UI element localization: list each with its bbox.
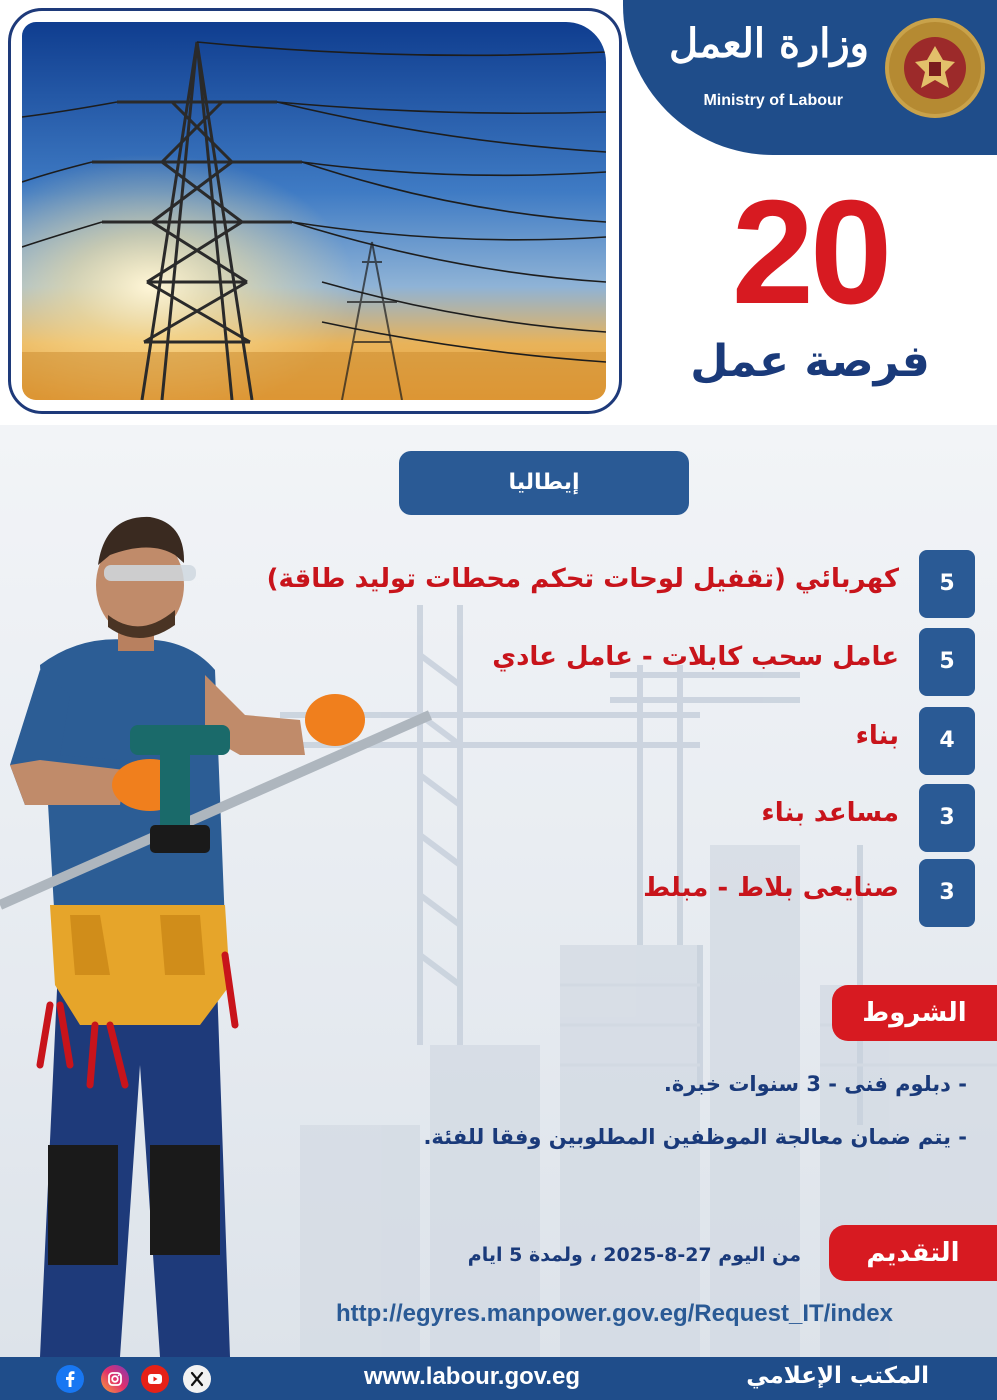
ministry-name-en: Ministry of Labour (703, 92, 843, 109)
instagram-icon[interactable] (101, 1365, 129, 1393)
condition-item: - دبلوم فنى - 3 سنوات خبرة. (663, 1072, 967, 1096)
job-count: 3 (919, 859, 975, 927)
conditions-heading: الشروط (832, 985, 997, 1041)
opportunity-label: فرصة عمل (690, 336, 930, 387)
footer-bar (0, 1357, 997, 1400)
job-row (0, 628, 997, 696)
ministry-seal-logo (883, 16, 987, 120)
youtube-icon[interactable] (141, 1365, 169, 1393)
job-count: 5 (919, 628, 975, 696)
job-count: 5 (919, 550, 975, 618)
job-title: صنايعى بلاط - مبلط (643, 873, 899, 903)
opportunity-count: 20 (731, 170, 889, 335)
country-badge: إيطاليا (399, 451, 689, 515)
application-link[interactable]: http://egyres.manpower.gov.eg/Request_IT/index (336, 1300, 894, 1327)
job-count: 4 (919, 707, 975, 775)
job-title: كهربائي (تقفيل لوحات تحكم محطات توليد طاقة) (266, 564, 899, 594)
footer-website[interactable]: www.labour.gov.eg (364, 1363, 581, 1390)
ministry-name-ar: وزارة العمل (669, 20, 869, 67)
job-title: بناء (855, 721, 899, 751)
x-icon[interactable] (183, 1365, 211, 1393)
job-row (0, 784, 997, 852)
facebook-icon[interactable] (56, 1365, 84, 1393)
job-row (0, 859, 997, 927)
job-row (0, 550, 997, 618)
job-row (0, 707, 997, 775)
job-title: عامل سحب كابلات - عامل عادي (492, 642, 899, 672)
application-heading: التقديم (829, 1225, 997, 1281)
job-count: 3 (919, 784, 975, 852)
ministry-header (623, 0, 997, 155)
job-title: مساعد بناء (761, 798, 899, 828)
application-period: من اليوم 27-8-2025 ، ولمدة 5 ايام (467, 1244, 801, 1266)
footer-media-office: المكتب الإعلامي (746, 1363, 929, 1389)
condition-item: - يتم ضمان معالجة الموظفين المطلوبين وفقا للفئة. (423, 1125, 967, 1149)
power-pylon-photo (22, 22, 606, 400)
